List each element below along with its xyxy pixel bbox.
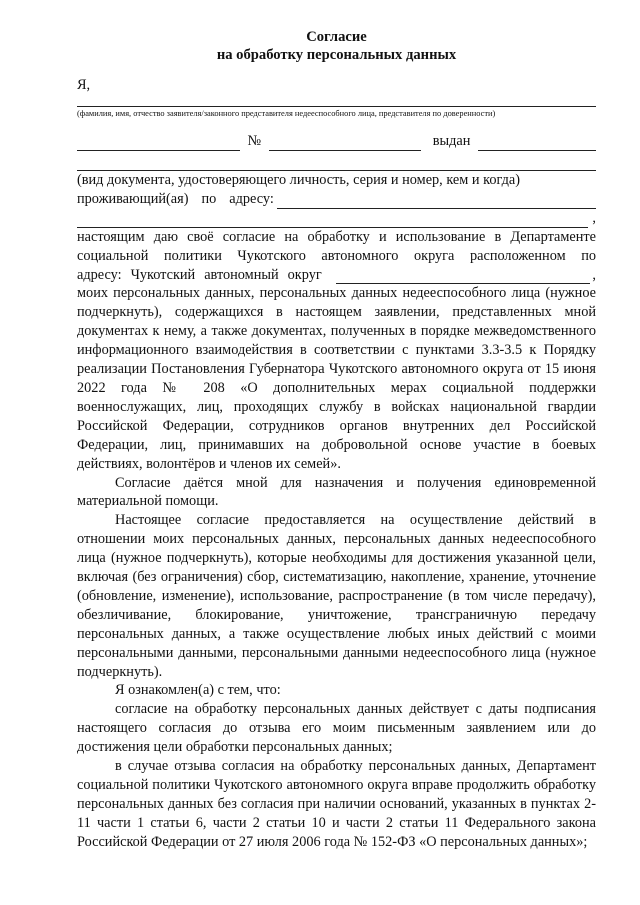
residing-word-3: адресу:: [229, 190, 274, 207]
address-comma: ,: [592, 209, 596, 226]
title-line-1: Согласие: [306, 29, 367, 45]
address-field-2[interactable]: [77, 213, 588, 228]
paragraph-actions: Настоящее согласие предоставляется на осуществление действий в отношении моих персональных данных, персональных данных недееспособного лица (нужное подчеркнуть), которые необходимы для достижения указанной цели, включая (без ограничения) сбор, систематизацию, накопление, хранение, уточнение (обновление, изменение), использование, распространение (в том числе передачу), обезличивание, блокирование, уничтожение, трансграничную передачу персональных данных, а также осуществление любых иных действий с моими персональными данными, персональными данными недееспособного лица (нужное подчеркнуть).: [77, 512, 596, 680]
paragraph-acknowledged: Я ознакомлен(а) с тем, что:: [115, 682, 281, 699]
doc-issued-label: выдан: [432, 133, 471, 150]
address-field[interactable]: [277, 194, 596, 209]
consent-paragraph-rest: моих персональных данных, персональных данных недееспособного лица (нужное подчеркнуть), содержащихся в настоящем заявлении, представленных мной документах к нему, а также документах, полученных в порядке межведомственного информационного взаимодействия в соответствии с пунктами 3.3-3.5 к Порядку реализации Постановления Губернатора Чукотского автономного округа от 15 июня 2022 года № 208 «О дополнительных мерах социальной поддержки военнослужащих, лиц, проходящих службу в войсках национальной гвардии Российской Федерации, сотрудников органов внутренних дел Российской Федерации, лиц, принимавших на добровольной основе участие в боевых действиях, волонтёров и членов их семей».: [77, 285, 596, 472]
paragraph-purpose: Согласие даётся мной для назначения и получения единовременной материальной помощи.: [77, 474, 596, 510]
consent-line-1: настоящим даю своё согласие на обработку и использование в Департаменте: [77, 228, 596, 245]
doc-type-field[interactable]: [77, 136, 240, 151]
address-row: [77, 190, 596, 209]
doc-issued-field[interactable]: [478, 136, 596, 151]
doc-number-field[interactable]: [269, 136, 421, 151]
document-row: [77, 132, 596, 151]
ya-label: Я,: [77, 77, 91, 93]
address-row-2: [77, 209, 596, 228]
paragraph-validity: согласие на обработку персональных данных действует с даты подписания настоящего согласия до отзыва его моим письменным заявлением или до достижения цели обработки персональных данных;: [77, 701, 596, 756]
addr-word-1: адресу:: [77, 266, 122, 283]
addr-word-2: Чукотский: [130, 266, 196, 283]
addr-word-3: автономный: [204, 266, 279, 283]
paragraph-withdrawal: в случае отзыва согласия на обработку персональных данных, Департамент социальной политики Чукотского автономного округа вправе продолжить обработку персональных данных без согласия при наличии оснований, указанных в пунктах 2-11 части 1 статьи 6, части 2 статьи 10 и части 2 статьи 11 Федерального закона Российской Федерации от 27 июля 2006 года № 152-ФЗ «О персональных данных»;: [77, 758, 596, 850]
addr-comma: ,: [592, 266, 596, 283]
residing-word-1: проживающий(ая): [77, 190, 189, 207]
doc-number-sign: №: [247, 133, 262, 150]
residing-word-2: по: [201, 190, 217, 207]
doc-extra-field-line[interactable]: [77, 151, 596, 171]
fio-field-line[interactable]: [77, 106, 596, 107]
department-address-field[interactable]: [336, 269, 591, 284]
addr-word-4: округ: [287, 266, 322, 283]
doc-caption: (вид документа, удостоверяющего личность, серия и номер, кем и когда): [77, 172, 521, 188]
consent-line-3: [77, 266, 596, 285]
document-page: [77, 28, 596, 852]
consent-line-2: социальной политики Чукотского автономного округа расположенном по: [77, 247, 596, 264]
title-line-2: на обработку персональных данных: [216, 47, 457, 63]
fio-caption: (фамилия, имя, отчество заявителя/законного представителя недееспособного лица, представителя по доверенности): [77, 109, 496, 118]
